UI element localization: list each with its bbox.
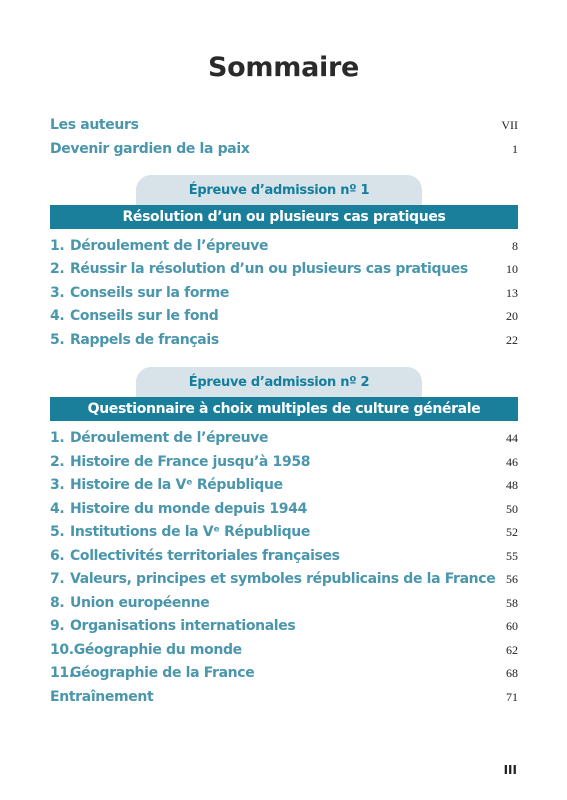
toc-entry-number: 3.: [50, 285, 65, 301]
toc-entry[interactable]: [50, 665, 518, 687]
toc-entry-page: 71: [506, 690, 518, 704]
toc-entry-label: Géographie de la France: [70, 665, 255, 681]
toc-entry-page: 44: [506, 431, 518, 445]
toc-entry[interactable]: [50, 571, 518, 593]
toc-entry-authors[interactable]: [50, 117, 518, 139]
toc-entry-page: 58: [506, 596, 518, 610]
toc-entry-number: 1.: [50, 238, 65, 254]
toc-entry-number: 8.: [50, 595, 65, 611]
toc-entry-page: 50: [506, 502, 518, 516]
page-title: Sommaire: [208, 52, 359, 83]
toc-entry-label: Union européenne: [70, 595, 210, 611]
toc-entry[interactable]: [50, 618, 518, 640]
toc-entry-label: Conseils sur le fond: [70, 308, 219, 324]
toc-entry-page: 10: [506, 262, 518, 276]
toc-entry-number: 1.: [50, 430, 65, 446]
toc-entry[interactable]: [50, 548, 518, 570]
toc-entry-number: 5.: [50, 332, 65, 348]
toc-entry-label: Rappels de français: [70, 332, 219, 348]
toc-entry-label: Valeurs, principes et symboles républicains de la France: [70, 571, 496, 587]
toc-entry-page: 20: [506, 309, 518, 323]
toc-entry-label: Histoire du monde depuis 1944: [70, 501, 307, 517]
toc-entry-label: Histoire de France jusqu’à 1958: [70, 454, 311, 470]
toc-entry[interactable]: [50, 642, 518, 664]
toc-entry-page: 13: [506, 286, 518, 300]
toc-entry[interactable]: [50, 501, 518, 523]
section-tab-epreuve-1: Épreuve d’admission nº 1: [136, 175, 422, 205]
toc-entry-number: 4.: [50, 308, 65, 324]
toc-entry-page: 1: [512, 142, 518, 156]
toc-entry-page: 55: [506, 549, 518, 563]
toc-entry-label: Déroulement de l’épreuve: [70, 238, 269, 254]
toc-entry-number: 5.: [50, 524, 65, 540]
toc-entry[interactable]: [50, 332, 518, 354]
toc-entry[interactable]: [50, 261, 518, 283]
toc-entry-page: 60: [506, 619, 518, 633]
toc-entry-number: 2.: [50, 454, 65, 470]
toc-entry-page: 8: [512, 239, 518, 253]
section-tab-epreuve-2: Épreuve d’admission nº 2: [136, 367, 422, 397]
toc-entry-number: 3.: [50, 477, 65, 493]
toc-entry-page: 46: [506, 455, 518, 469]
toc-entry-label: Déroulement de l’épreuve: [70, 430, 269, 446]
toc-entry-page: 48: [506, 478, 518, 492]
toc-entry-number: 10.: [50, 642, 74, 658]
toc-entry[interactable]: [50, 524, 518, 546]
toc-entry-page: 56: [506, 572, 518, 586]
toc-entry-page: 62: [506, 643, 518, 657]
toc-entry[interactable]: [50, 430, 518, 452]
toc-entry-page: 52: [506, 525, 518, 539]
toc-entry-number: 7.: [50, 571, 65, 587]
toc-entry-label: Entraînement: [50, 689, 154, 705]
toc-entry[interactable]: [50, 238, 518, 260]
toc-entry-label: Géographie du monde: [73, 642, 242, 658]
toc-entry-label: Réussir la résolution d’un ou plusieurs cas pratiques: [70, 261, 468, 277]
toc-entry[interactable]: [50, 285, 518, 307]
toc-entry-page: VII: [501, 118, 518, 132]
section-heading-qcm-culture-generale: Questionnaire à choix multiples de culture générale: [50, 397, 518, 421]
toc-entry[interactable]: [50, 477, 518, 499]
toc-entry[interactable]: [50, 595, 518, 617]
toc-entry-number: 4.: [50, 501, 65, 517]
toc-entry-number: 6.: [50, 548, 65, 564]
toc-entry-label: Organisations internationales: [70, 618, 296, 634]
toc-entry[interactable]: [50, 308, 518, 330]
section-heading-cas-pratiques: Résolution d’un ou plusieurs cas pratiques: [50, 205, 518, 229]
toc-entry-number: 9.: [50, 618, 65, 634]
page-folio: III: [503, 763, 517, 777]
toc-entry-entrainement[interactable]: [50, 689, 518, 711]
toc-entry-number: 2.: [50, 261, 65, 277]
toc-entry-page: 22: [506, 333, 518, 347]
toc-entry-label: Conseils sur la forme: [70, 285, 230, 301]
toc-entry-devenir-gardien[interactable]: [50, 141, 518, 163]
toc-entry-label: Collectivités territoriales françaises: [70, 548, 340, 564]
toc-entry-label: Les auteurs: [50, 117, 139, 133]
toc-entry-label: Histoire de la Vᵉ République: [70, 477, 283, 493]
toc-entry-label: Devenir gardien de la paix: [50, 141, 250, 157]
toc-entry-page: 68: [506, 666, 518, 680]
toc-entry[interactable]: [50, 454, 518, 476]
toc-entry-label: Institutions de la Vᵉ République: [70, 524, 311, 540]
toc-entry-number: 11.: [50, 665, 74, 681]
